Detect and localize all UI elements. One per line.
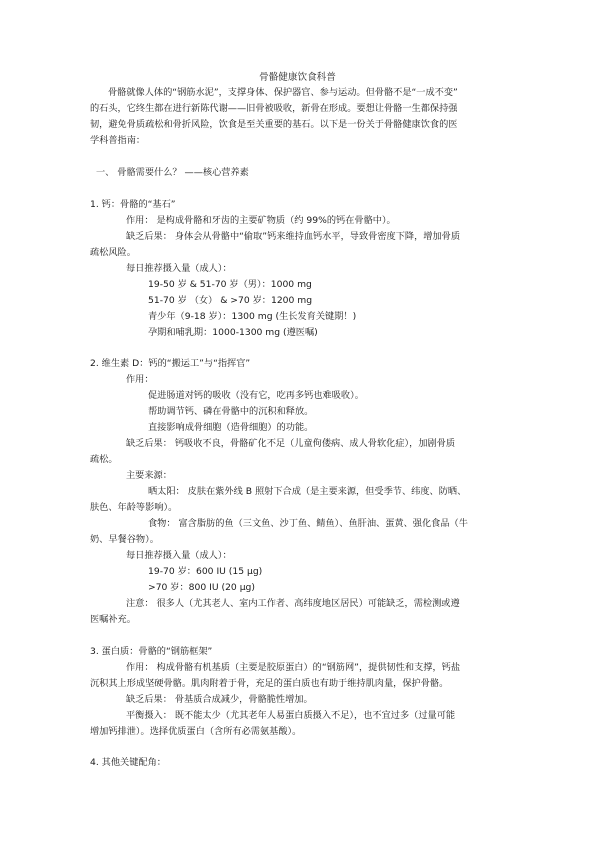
vitamin-d-note-1: 注意： 很多人（尤其老人、室内工作者、高纬度地区居民）可能缺乏，需检测或遵 <box>126 598 460 609</box>
calcium-intake-item: 19-50 岁 & 51-70 岁（男）：1000 mg <box>148 279 312 290</box>
calcium-role: 作用： 是构成骨骼和牙齿的主要矿物质（约 99%的钙在骨骼中）。 <box>126 215 396 226</box>
vitamin-d-deficiency-2: 疏松。 <box>90 454 118 465</box>
other-heading: 4. 其他关键配角： <box>90 757 166 768</box>
protein-deficiency: 缺乏后果： 骨基质合成减少，骨骼脆性增加。 <box>126 694 313 705</box>
vitamin-d-note-2: 医嘱补充。 <box>90 614 136 625</box>
calcium-intake-item: 51-70 岁 （女） & >70 岁：1200 mg <box>148 295 313 306</box>
vitamin-d-deficiency-1: 缺乏后果： 钙吸收不良，骨骼矿化不足（儿童佝偻病、成人骨软化症），加剧骨质 <box>126 438 456 449</box>
intro-line-2: 的石头，它终生都在进行新陈代谢——旧骨被吸收，新骨在形成。要想让骨骼一生都保持强 <box>90 103 458 114</box>
calcium-intake-label: 每日推荐摄入量（成人）： <box>126 263 232 274</box>
calcium-heading: 1. 钙：骨骼的“基石” <box>90 199 176 210</box>
vitamin-d-sun-1: 晒太阳： 皮肤在紫外线 B 照射下合成（是主要来源，但受季节、纬度、防晒、 <box>148 486 467 497</box>
vitamin-d-role: 直接影响成骨细胞（造骨细胞）的功能。 <box>148 422 314 433</box>
protein-role-2: 沉积其上形成坚硬骨骼。肌肉附着于骨，充足的蛋白质也有助于维持肌肉量，保护骨骼。 <box>90 678 449 689</box>
vitamin-d-heading: 2. 维生素 D：钙的“搬运工”与“指挥官” <box>90 358 251 369</box>
vitamin-d-role: 促进肠道对钙的吸收（没有它，吃再多钙也难吸收）。 <box>148 390 364 401</box>
protein-balance-1: 平衡摄入： 既不能太少（尤其老年人易蛋白质摄入不足），也不宜过多（过量可能 <box>126 710 456 721</box>
section-heading: 一、 骨骼需要什么？ ——核心营养素 <box>96 167 249 178</box>
vitamin-d-intake-item: >70 岁：800 IU (20 μg) <box>148 582 255 593</box>
calcium-intake-item: 孕期和哺乳期：1000-1300 mg (遵医嘱) <box>148 327 318 338</box>
vitamin-d-sources-label: 主要来源： <box>126 470 172 481</box>
calcium-intake-item: 青少年（9-18 岁）：1300 mg (生长发育关键期！) <box>148 311 357 322</box>
intro-line-3: 韧，避免骨质疏松和骨折风险，饮食是至关重要的基石。以下是一份关于骨骼健康饮食的医 <box>90 119 458 130</box>
vitamin-d-intake-label: 每日推荐摄入量（成人）： <box>126 550 232 561</box>
calcium-deficiency-1: 缺乏后果： 身体会从骨骼中“偷取”钙来维持血钙水平，导致骨密度下降，增加骨质 <box>126 231 461 242</box>
vitamin-d-intake-item: 19-70 岁：600 IU (15 μg) <box>148 566 263 577</box>
intro-line-4: 学科普指南： <box>90 135 146 146</box>
vitamin-d-role: 帮助调节钙、磷在骨骼中的沉积和释放。 <box>148 406 314 417</box>
protein-heading: 3. 蛋白质：骨骼的“钢筋框架” <box>90 646 213 657</box>
vitamin-d-role-label: 作用： <box>126 374 154 385</box>
intro-line-1: 骨骼就像人体的“钢筋水泥”，支撑身体、保护器官、参与运动。但骨骼不是“一成不变” <box>108 87 458 98</box>
vitamin-d-food-2: 奶、早餐谷物）。 <box>90 534 159 545</box>
vitamin-d-sun-2: 肤色、年龄等影响）。 <box>90 502 178 513</box>
vitamin-d-food-1: 食物： 富含脂肪的鱼（三文鱼、沙丁鱼、鲭鱼）、鱼肝油、蛋黄、强化食品（牛 <box>148 518 468 529</box>
protein-role-1: 作用： 构成骨骼有机基质（主要是胶原蛋白）的“钢筋网”，提供韧性和支撑，钙盐 <box>126 662 461 673</box>
page-title: 骨骼健康饮食科普 <box>259 72 336 83</box>
calcium-deficiency-2: 疏松风险。 <box>90 247 136 258</box>
protein-balance-2: 增加钙排泄）。选择优质蛋白（含所有必需氨基酸）。 <box>90 726 302 737</box>
